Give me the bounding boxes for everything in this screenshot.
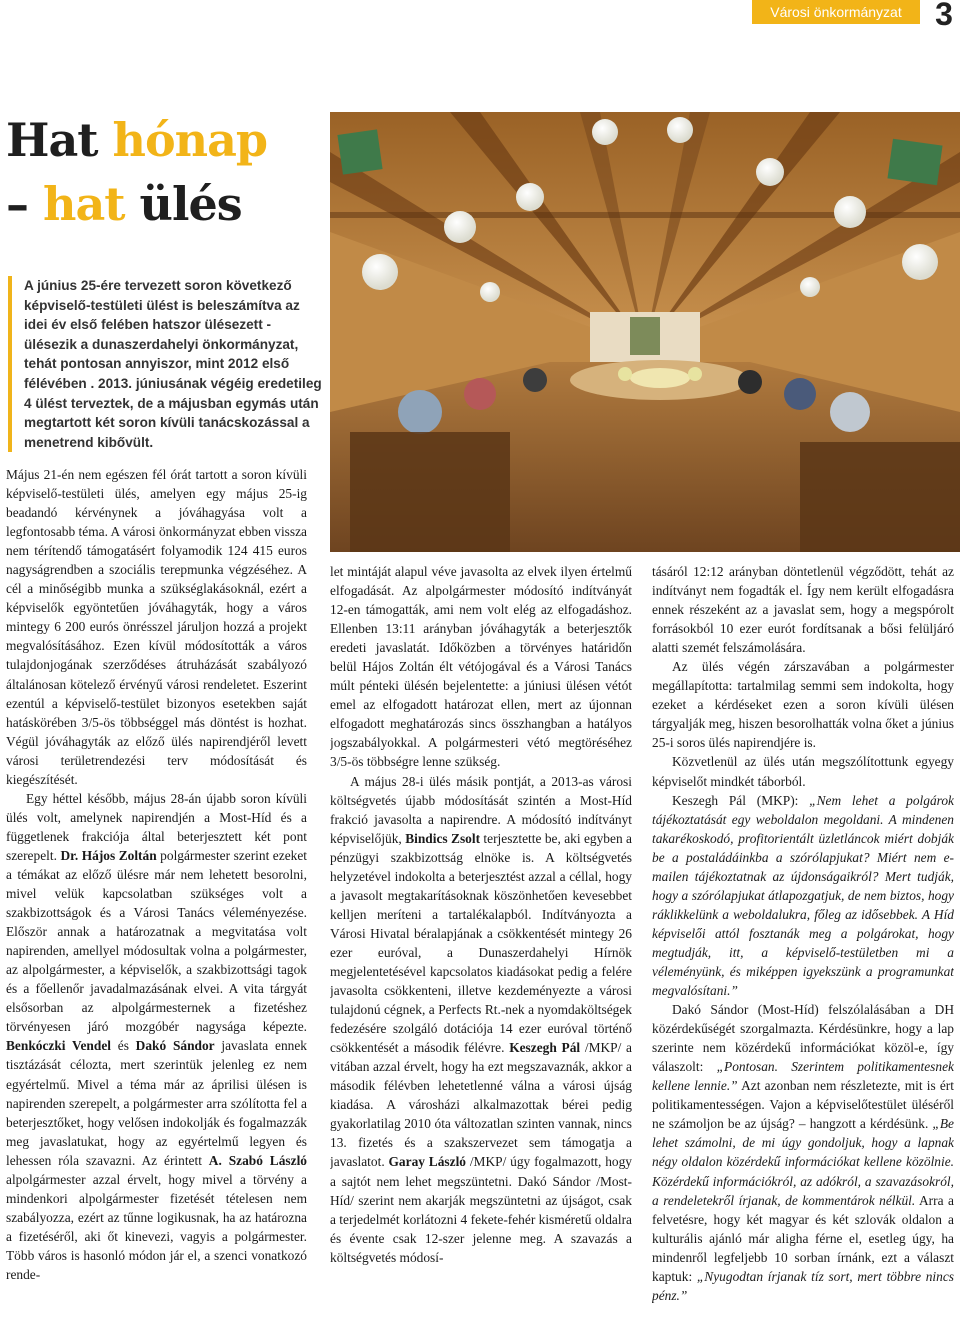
person-name: Dr. Hájos Zoltán (60, 847, 157, 863)
headline (6, 108, 326, 236)
section-label: Városi önkormányzat (752, 0, 920, 24)
lead-paragraph: A június 25-ére tervezett soron következő képviselő-testületi ülést is beleszámítva az idei év első felében hatszor ülésezett - ülésezik a dunaszerdahelyi önkormányzat, tehát pontosan annyiszor, mint 2012 első félévében . 2013. júniusának végéig eredetileg 4 ülést terveztek, de a májusban egymás után megtartott két soron kívüli tanácskozással a menetrend kibővült. (8, 276, 324, 452)
article-paragraph: tásáról 12:12 arányban döntetlenül végződött, tehát az indítványt nem fogadták el. Így nem került elfogadásra ennek részeként az a javaslat sem, hogy a megspórolt forrásokból 10 ezer eurót fordítsanak a bősi felüljáró alatti szemét felszámolására. (652, 564, 954, 656)
article-paragraph: Keszegh Pál (MKP): „Nem lehet a polgárok tájékoztatását egy weboldalon megoldani. A mindenen takarékoskodó, profitorientált üzletláncok miért dobják be a postaládáinkba a szórólapjukat? Miért nem e-mailen tájékoztatnak az újdonságaikról? Mert tudják, hogy a szórólapjukat átlapozgatjuk, de nem biztos, hogy ráklikkelünk a weboldalukra, főleg az idősebbek. A Híd képviselői attól fosztanák meg a polgárokat, hogy megtudják, itt, a képviselő-testületben mi a véleményünk, és miképpen igyekszünk a programunkat megvalósítani.” (652, 792, 954, 999)
quote: „Nem lehet a polgárok tájékoztatását egy weboldalon megoldani. A mindenen takarékoskodó, profitorientált üzletláncok miért dobják be a postaládáinkba a szórólapjukat? Miért nem e-mailen tájékoztatnak az újdonságaikról? Mert tudják, hogy a szórólapjukat átlapozgatjuk, de nem biztos, hogy ráklikkelünk a weboldalukra, főleg az idősebbek. A Híd képviselői attól fosztanák meg a polgárokat, hogy megtudják, itt, a képviselő-testületben mi a véleményünk, és miképpen igyekszünk a programunkat megvalósítani.” (652, 792, 954, 999)
council-meeting-photo (330, 112, 960, 552)
headline-dash: – (6, 177, 44, 231)
person-name: Keszegh Pál (509, 1040, 581, 1056)
person-name: Dakó Sándor (135, 1038, 215, 1054)
person-name: A. Szabó László (208, 1152, 307, 1168)
headline-word-hat2: hat (43, 177, 125, 231)
page-number: 3 (935, 0, 953, 32)
article-paragraph: Az ülés végén zárszavában a polgármester megállapította: tartalmilag semmi sem indokolta, hogy ezeket a kérdéseket ezen a soron kívüli ülésen tárgyalják meg, hiszen besorolhatták volna őket a június 25-i soros ülés napirendjére is. (652, 659, 954, 751)
quote: „Be lehet számolni, de mi úgy gondoljuk, hogy a lapnak négy oldalon közérdekű információkat kellene közölnie. Közérdekű információkról, az adókról, a szavazásokról, a rendeletekről írjanak, de kommentárok nélkül. (652, 1116, 954, 1208)
article-paragraph: Május 21-én nem egészen fél órát tartott a soron kívüli képviselő-testületi ülés, amelyen egy május 25-ig beadandó kérvénynek a jóváhagyása volt a legfontosabb téma. A városi önkormányzat ebben vissza nem térítendő támogatásért folyamodik 124 415 euros nagyságrendben a szociális terepmunka végzéséhez. A cél a minőségibb munka a szükséglakásoknál, ezért a képviselők egyöntetűen jóváhagyták, hogy a város mintegy 6 200 eurós önrésszel járuljon hozzá a projekt megvalósításához. Ezen kívül módosították a város tulajdonjogának szerződéses átruházását szabályozó általánosan kötelező érvényű városi rendeletet. Eszerint ezentúl a képviselő-testület bizonyos esetekben saját hatáskörében 3/5-ös többséggel más döntést is hozhat. Végül jóváhagyták az előző ülés napirendjéről levett városi területrendezési terv módosítását és kiegészítését. (6, 467, 307, 787)
headline-word-ules: ülés (124, 177, 242, 231)
person-name: Benkóczki Vendel (6, 1038, 111, 1054)
article-paragraph: Egy héttel később, május 28-án újabb soron kívüli ülés volt, amelynek napirendjén a Most-Híd és a függetlenek frakciója által beterjesztett két pont szerepelt. Dr. Hájos Zoltán polgármester szerint ezeket a témákat az előző ülésre már nem lehetett besorolni, mivel velük kapcsolatban szükséges volt a szakbizottságok és a Városi Tanács véleményezése. Először annak a határozatnak a megvitatása volt napirenden, amellyel módosultak volna a polgármester, az alpolgármester, a képviselők, a szakbizottsági tagok és a főellenőr javadalmazásának elvei. A vita tárgyát elsősorban az alpolgármesternek a fizetéshez törvényesen járó mozgóbér nagysága képezte. Benkóczki Vendel és Dakó Sándor javaslata ennek tisztázását célozta, mert szerintük jelenleg ez nem egyértelmű. Mivel a téma már az áprilisi ülésen is napirenden szerepelt, a polgármester arra szólította fel a beterjesztőket, hogy velősen indokolják és fogalmazzák meg javaslatukat, hogy az egyértelmű legyen és lehessen róla szavazni. Az érintett A. Szabó László alpolgármester azzal érvelt, hogy mivel a törvény a mindenkori alpolgármester fizetését tételesen nem szabályozza, ezért az tűnne logikusnak, ha az határozna a fizetéséről, aki őt kinevezi, vagyis a polgármester. Több város is hasonló módon jár el, a szenci vonatkozó rende- (6, 790, 307, 1282)
article-column-2 (330, 562, 632, 1317)
quote: „Pontosan. Szerintem politikamentesnek kellene lennie.” (652, 1059, 954, 1094)
person-name: Garay László (388, 1154, 466, 1170)
headline-word-honap: hónap (112, 113, 268, 167)
person-name: Bindics Zsolt (405, 830, 481, 846)
quote: „Nyugodtan írjanak tíz sort, mert többre nincs pénz.” (652, 1268, 954, 1303)
article-column-1 (6, 465, 307, 1317)
article-column-3 (652, 562, 954, 1317)
article-paragraph: let mintáját alapul véve javasolta az elvek ilyen értelmű elfogadását. Az alpolgármester módosító indítványát 12-en támogatták, ami nem volt elég az elfogadáshoz. Ellenben 13:11 arányban jóváhagyták a beterjesztők eredeti javaslatát. Időközben a törvényes határidőn belül Hájos Zoltán élt vétójogával és a Városi Tanács múlt pénteki ülésén bejelentette: a júniusi ülésen vétót emel az elfogadott határozat ellen, mert az újonnan elfogadott meghatározás sincs összhangban a hatályos jogszabályokkal. A polgármesteri vétó megtöréséhez 3/5-ös többségre lenne szükség. (330, 564, 632, 770)
article-paragraph: Közvetlenül az ülés után megszólítottunk egyegy képviselőt mindkét táborból. (652, 754, 954, 789)
article-paragraph: Dakó Sándor (Most-Híd) felszólalásában a DH közérdekűségét szorgalmazta. Kérdésünkre, hogy a lap szerinte nem közérdekű információkat közöl-e, így válaszolt: „Pontosan. Szerintem politikamentesnek kellene lennie.” Azt azonban nem részletezte, mit is ért politikamentességen. Vajon a képviselőtestület üléséről ne számoljon be az újság? – hangzott a kérdésünk. „Be lehet számolni, de mi úgy gondoljuk, hogy a lapnak négy oldalon közérdekű információkat kellene közölnie. Közérdekű információkról, az adókról, a szavazásokról, a rendeletekről írjanak, de kommentárok nélkül. Arra a felvetésre, hogy két magyar és két szlovák oldalon a kulturális ajánló már aligha férne el, esetleg úgy, ha mindenről legfeljebb 10 sorban írnánk, ezt a választ kaptuk: „Nyugodtan írjanak tíz sort, mert többre nincs pénz.” (652, 1002, 954, 1303)
article-paragraph: A május 28-i ülés másik pontját, a 2013-as városi költségvetés újabb módosítását szintén a Most-Híd frakció javasolta a napirendre. A módosító indítványt képviselőjük, Bindics Zsolt terjesztette be, aki egyben a pénzügyi szakbizottság elnöke is. A költségvetés helyzetével indokolta a beterjesztést azzal a céllal, hogy a javasolt megtakarításoknak köszönhetően kevesebbet kelljen meríteni a tartalékalapból. Indítványozta a Városi Hivatal béralapjának a csökkentését mintegy 26 ezer euróval, a Dunaszerdahelyi Hírnök megjelentetésével kapcsolatos kiadásokat pedig a felére javasolta csökkenteni, illetve kezdeményezte a városi tulajdonú cégnek, a Perfects Rt.-nek a nyomdaköltségek fedezésére szolgáló dotációja 14 ezer euróval történő csökkentését a második félévre. Keszegh Pál /MKP/ a vitában azzal érvelt, hogy ha ezt megszavaznák, akkor a második félévben lehetetlenné válna a városi újság kiadása. A városházi alkalmazottak bérei pedig gyakorlatilag 2010 óta változatlan szinten vannak, nincs 13. fizetés és a szakszervezet sem támogatja a javaslatot. Garay László /MKP/ úgy fogalmazott, hogy a sajtót nem lehet megszüntetni. Dakó Sándor /Most-Híd/ szerint nem akarják megszüntetni az újságot, csak a terjedelmét korlátozni 4 fekete-fehér kisméretű oldalra és évente csak 12-szer jelenne meg. A szavazás a költségvetés módosí- (330, 773, 632, 1265)
headline-word-hat: Hat (6, 113, 113, 167)
